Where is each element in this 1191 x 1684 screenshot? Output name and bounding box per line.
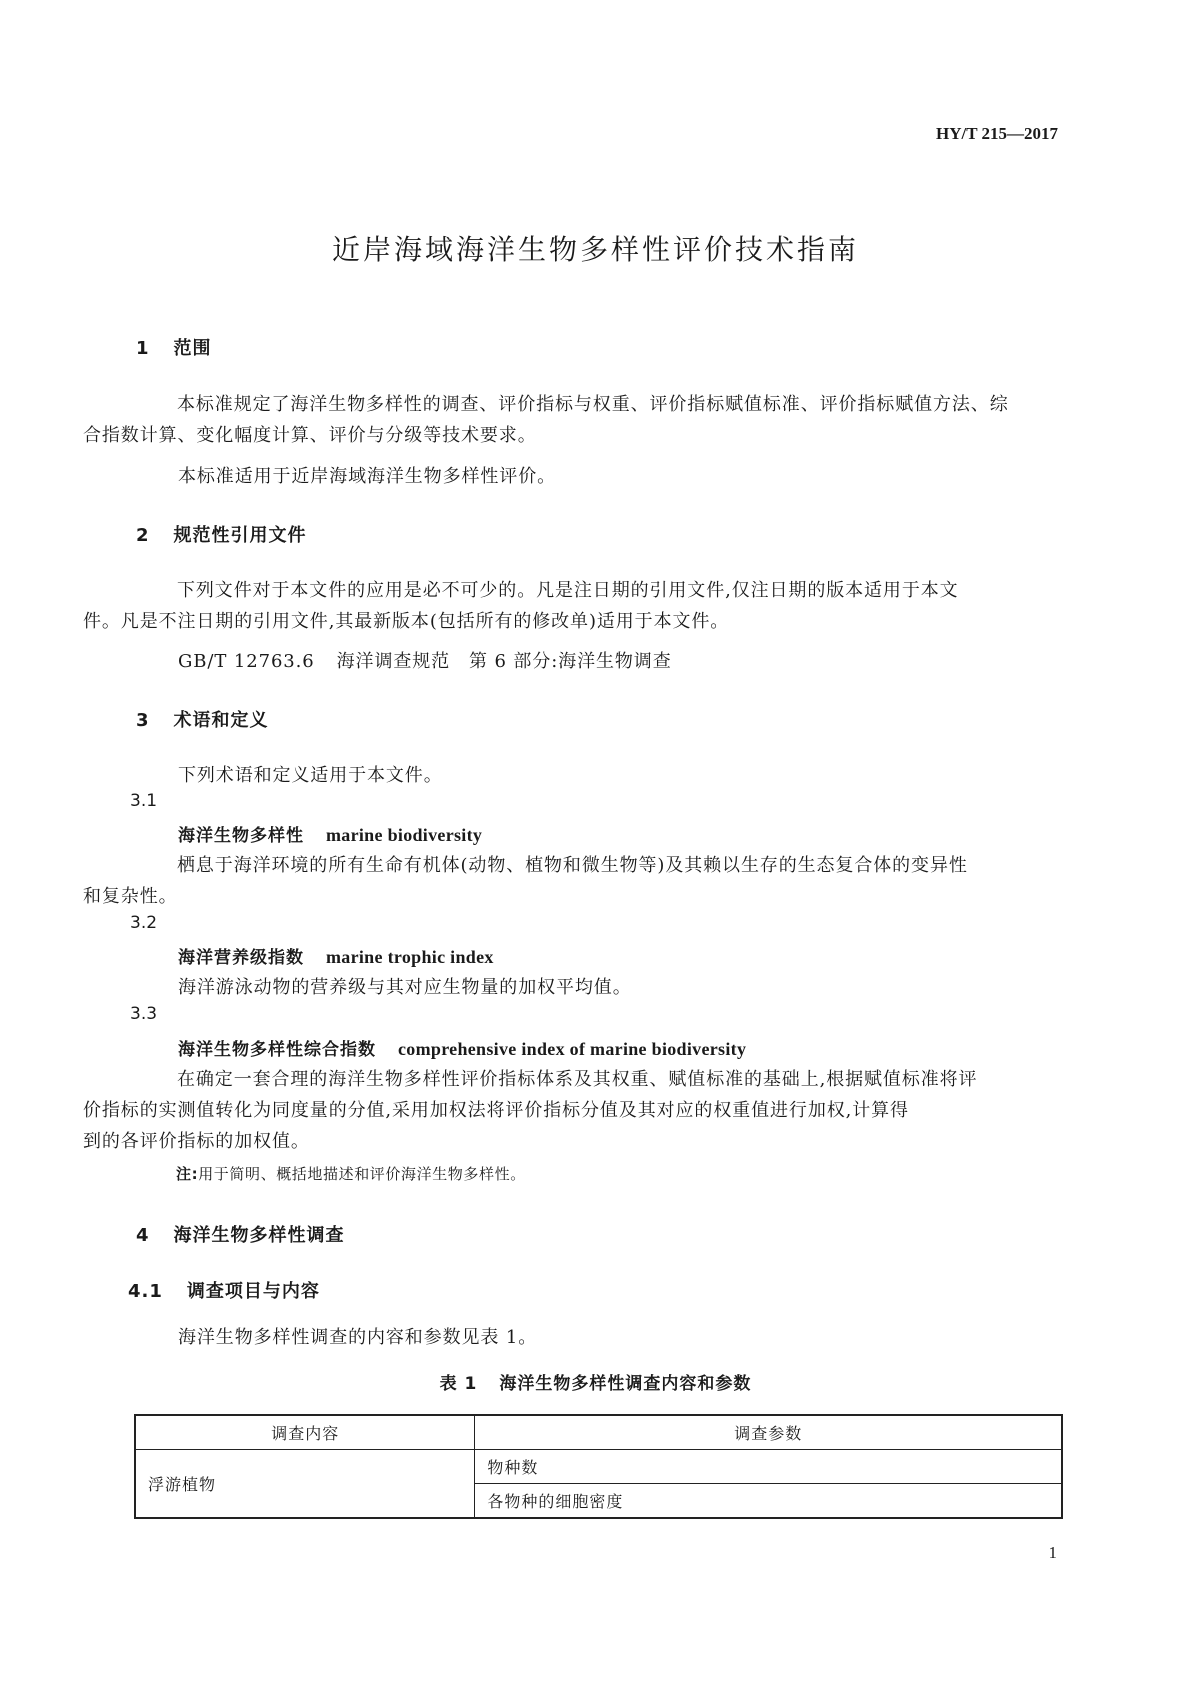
reference-title: 海洋调查规范 第 6 部分:海洋生物调查 — [336, 651, 672, 672]
table-header-row — [135, 1415, 1062, 1450]
note-label: 注: — [176, 1165, 199, 1183]
term-chinese: 海洋生物多样性 — [178, 826, 304, 846]
term-english: comprehensive index of marine biodiversity — [398, 1039, 747, 1059]
table-caption-number: 表 1 — [439, 1374, 478, 1394]
section-title: 规范性引用文件 — [173, 525, 307, 546]
section-3-heading — [136, 706, 269, 732]
section-title: 范围 — [173, 338, 212, 359]
term-chinese: 海洋生物多样性综合指数 — [178, 1040, 376, 1060]
section-2-heading — [136, 521, 307, 547]
subsection-4-1-heading — [128, 1277, 320, 1303]
term-english: marine trophic index — [326, 947, 494, 967]
term-chinese: 海洋营养级指数 — [178, 948, 304, 968]
table-caption-title: 海洋生物多样性调查内容和参数 — [499, 1374, 752, 1394]
section-number: 1 — [136, 338, 150, 359]
note-text: 用于简明、概括地描述和评价海洋生物多样性。 — [198, 1165, 526, 1183]
term-heading — [178, 1035, 746, 1060]
term-note — [176, 1163, 526, 1184]
table-cell: 浮游植物 — [135, 1450, 475, 1519]
term-english: marine biodiversity — [326, 825, 483, 845]
term-heading — [178, 943, 494, 968]
definition-line: 到的各评价指标的加权值。 — [83, 1131, 310, 1152]
term-definition — [83, 850, 1060, 912]
paragraph-line: 本标准规定了海洋生物多样性的调查、评价指标与权重、评价指标赋值标准、评价指标赋值方法、综 — [177, 394, 1009, 415]
paragraph-line: 件。凡是不注日期的引用文件,其最新版本(包括所有的修改单)适用于本文件。 — [83, 611, 730, 632]
section-4-heading — [136, 1221, 345, 1247]
definition-line: 和复杂性。 — [83, 886, 178, 907]
subsection-title: 调查项目与内容 — [186, 1281, 320, 1302]
document-title: 近岸海域海洋生物多样性评价技术指南 — [331, 233, 859, 266]
term-number: 3.2 — [130, 913, 158, 933]
definition-line: 价指标的实测值转化为同度量的分值,采用加权法将评价指标分值及其对应的权重值进行加权,计算得 — [83, 1100, 909, 1121]
term-definition — [83, 1064, 1060, 1157]
paragraph-line: 合指数计算、变化幅度计算、评价与分级等技术要求。 — [83, 425, 537, 446]
section-1-paragraph-2: 本标准适用于近岸海域海洋生物多样性评价。 — [178, 466, 556, 487]
term-number: 3.3 — [130, 1004, 158, 1024]
normative-reference — [178, 647, 672, 673]
section-1-heading — [136, 334, 212, 360]
paragraph-line: 下列文件对于本文件的应用是必不可少的。凡是注日期的引用文件,仅注日期的版本适用于本文 — [177, 580, 959, 601]
section-title: 术语和定义 — [173, 710, 269, 731]
term-number: 3.1 — [130, 791, 158, 811]
definition-line: 栖息于海洋环境的所有生命有机体(动物、植物和微生物等)及其赖以生存的生态复合体的变异性 — [177, 855, 968, 876]
survey-table — [134, 1414, 1063, 1519]
section-4-paragraph: 海洋生物多样性调查的内容和参数见表 1。 — [178, 1327, 538, 1348]
term-definition: 海洋游泳动物的营养级与其对应生物量的加权平均值。 — [178, 977, 632, 998]
subsection-number: 4.1 — [128, 1281, 163, 1302]
term-heading — [178, 821, 482, 846]
table-cell: 各物种的细胞密度 — [475, 1484, 1062, 1519]
table-cell: 物种数 — [475, 1450, 1062, 1484]
reference-code: GB/T 12763.6 — [178, 651, 315, 672]
section-number: 4 — [136, 1225, 150, 1246]
page-number: 1 — [1048, 1543, 1057, 1562]
definition-line: 在确定一套合理的海洋生物多样性评价指标体系及其权重、赋值标准的基础上,根据赋值标准将评 — [177, 1069, 978, 1090]
table-row — [135, 1450, 1062, 1484]
section-title: 海洋生物多样性调查 — [173, 1225, 345, 1246]
table-caption — [0, 1369, 1191, 1394]
table-header-cell: 调查参数 — [475, 1415, 1062, 1450]
section-2-paragraph-1 — [83, 575, 1060, 637]
section-3-intro: 下列术语和定义适用于本文件。 — [178, 765, 443, 786]
section-1-paragraph-1 — [83, 389, 1060, 451]
section-number: 2 — [136, 525, 150, 546]
section-number: 3 — [136, 710, 150, 731]
standard-number: HY/T 215—2017 — [935, 124, 1058, 143]
table-header-cell: 调查内容 — [135, 1415, 475, 1450]
